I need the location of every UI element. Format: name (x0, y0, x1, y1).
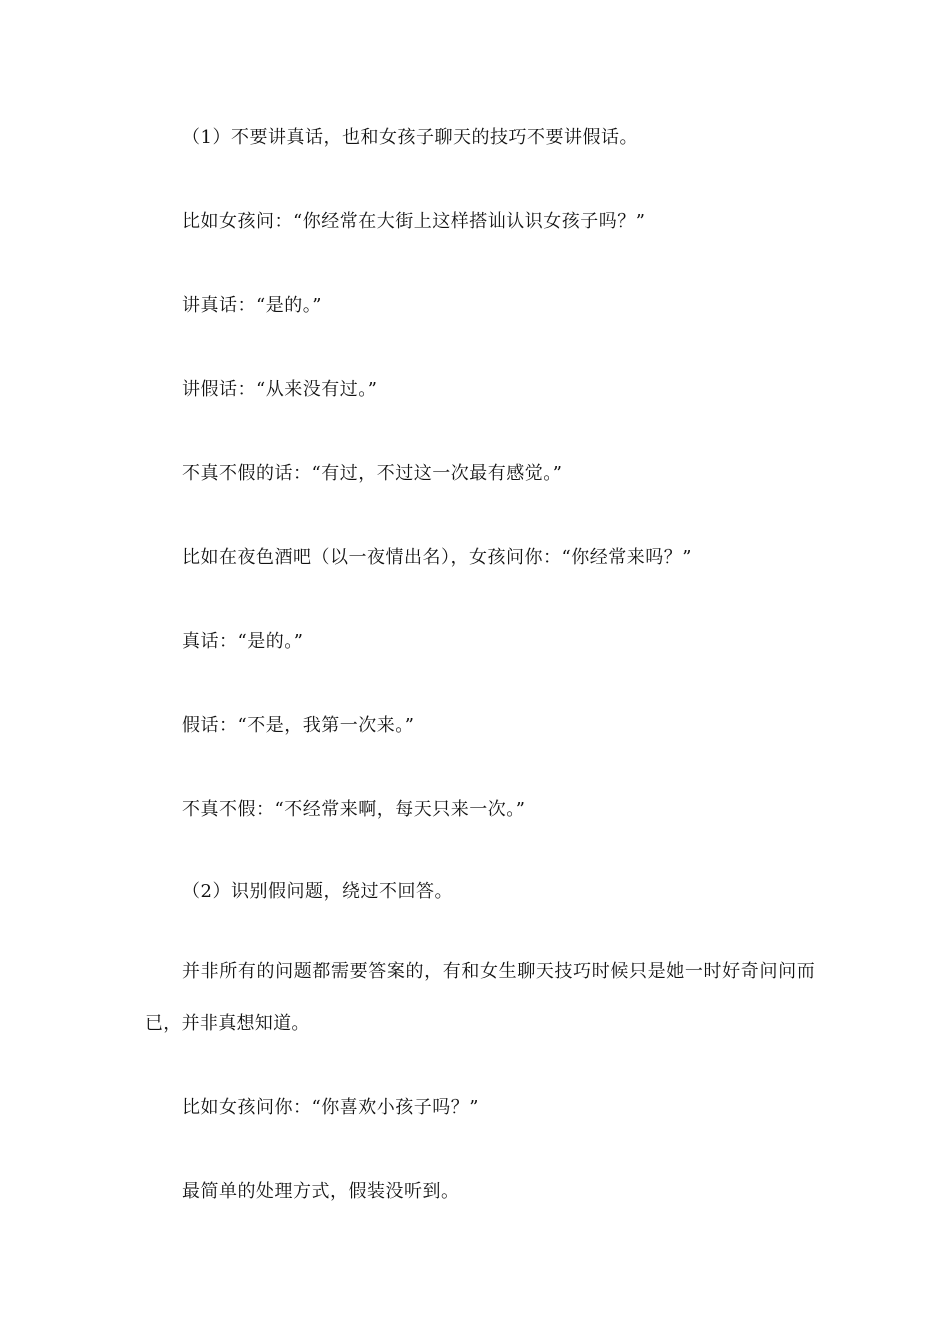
paragraph-10: （2）识别假问题，绕过不回答。 (182, 881, 453, 902)
paragraph-8: 假话：“不是，我第一次来。” (182, 715, 415, 736)
paragraph-3: 讲真话：“是的。” (182, 295, 322, 316)
paragraph-13: 最简单的处理方式，假装没听到。 (182, 1181, 460, 1202)
paragraph-6: 比如在夜色酒吧（以一夜情出名），女孩问你：“你经常来吗？” (182, 547, 692, 568)
paragraph-1: （1）不要讲真话，也和女孩子聊天的技巧不要讲假话。 (182, 127, 638, 148)
paragraph-4: 讲假话：“从来没有过。” (182, 379, 378, 400)
paragraph-9: 不真不假：“不经常来啊，每天只来一次。” (182, 799, 526, 820)
paragraph-5: 不真不假的话：“有过，不过这一次最有感觉。” (182, 463, 563, 484)
paragraph-7: 真话：“是的。” (182, 631, 304, 652)
paragraph-11: 并非所有的问题都需要答案的，有和女生聊天技巧时候只是她一时好奇问问而已，并非真想知道。 (145, 961, 815, 1034)
paragraph-12: 比如女孩问你：“你喜欢小孩子吗？” (182, 1097, 479, 1118)
paragraph-2: 比如女孩问：“你经常在大街上这样搭讪认识女孩子吗？” (182, 211, 646, 232)
